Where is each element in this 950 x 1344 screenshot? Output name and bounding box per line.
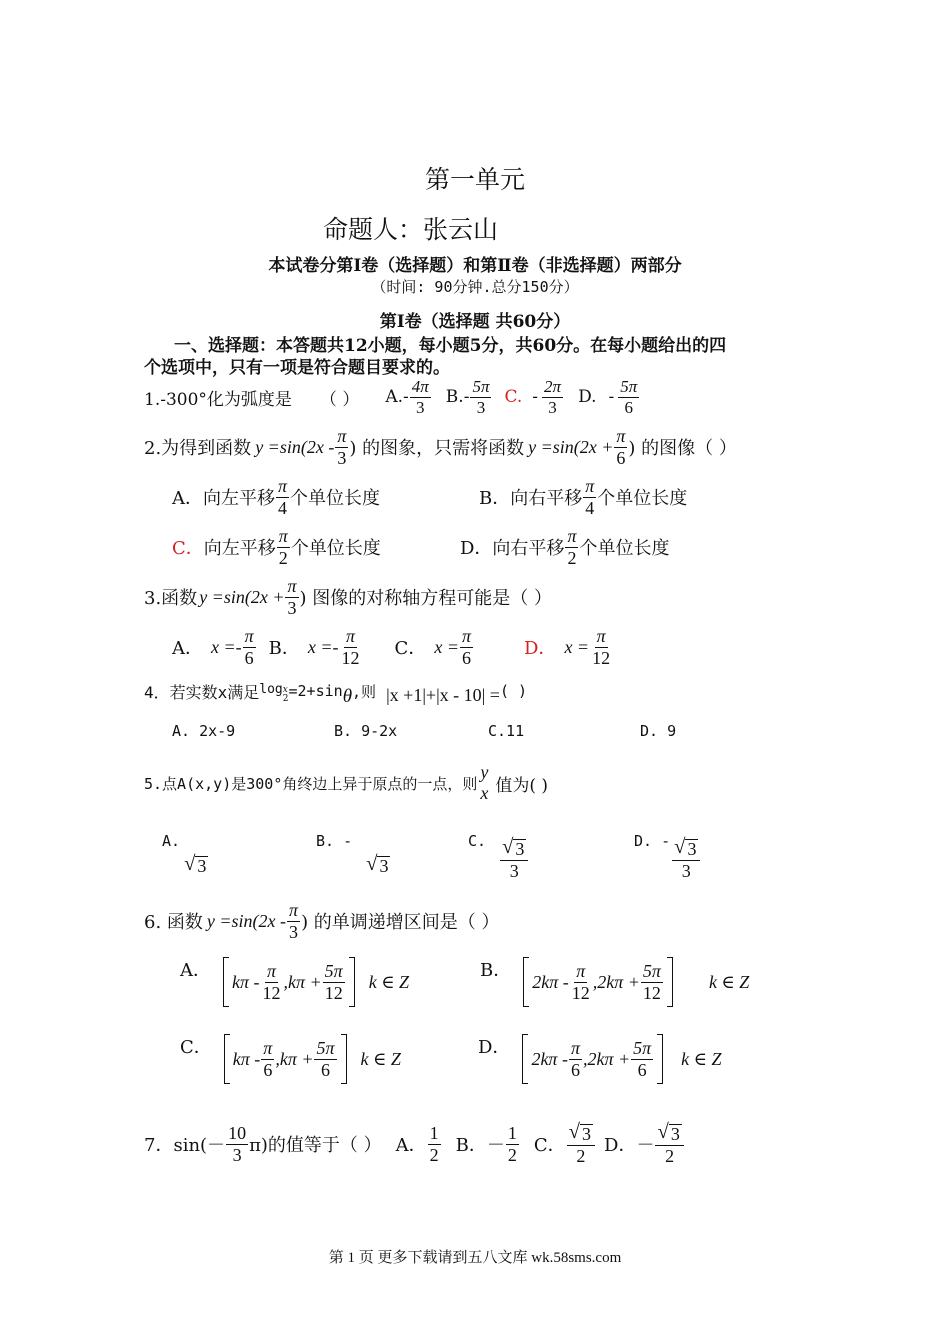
q6-b-mid: ,2kπ +	[592, 971, 640, 992]
q6-c-f1-num: π	[263, 1037, 273, 1058]
q1-a-num: 4π	[411, 376, 429, 396]
q2-c-label: C．	[172, 538, 204, 559]
q6-option-c	[180, 1033, 401, 1085]
q7-b-num: 1	[507, 1122, 517, 1143]
q2-b-tail: 个单位长度	[597, 488, 688, 509]
q5-c-sqrt: √ 3	[502, 835, 525, 859]
q5-c-rad: 3	[515, 838, 525, 859]
q6-d-f1-num: π	[570, 1037, 580, 1058]
q6-a-f1-den: 12	[262, 982, 281, 1003]
question-6	[144, 896, 500, 946]
q6-a-f1	[261, 961, 283, 1003]
q6-option-a	[180, 956, 409, 1008]
q2-option-a	[172, 472, 380, 522]
q6-c-f1	[261, 1038, 274, 1080]
q6-b-f1-num: π	[576, 960, 586, 981]
q2-c-frac	[277, 526, 290, 568]
q7-tail: π)的值等于（ ）	[249, 1135, 382, 1156]
q5-stem: 5.点A(x,y)是300°角终边上异于原点的一点，则	[144, 774, 478, 793]
q6-d-f1-den: 6	[570, 1059, 580, 1080]
question-1	[144, 372, 640, 422]
q2-a-frac	[276, 476, 289, 518]
q2-a-tail: 个单位长度	[290, 488, 381, 509]
author-line: 命题人：张云山	[323, 215, 499, 244]
q1-option-d-frac	[618, 377, 639, 417]
q3-den: 3	[287, 597, 297, 618]
q3-b-num: π	[346, 625, 356, 646]
q2-f1-den: 3	[337, 447, 347, 468]
q6-b-interval	[523, 958, 673, 1006]
question-2	[144, 422, 737, 472]
q3-a-num: π	[244, 625, 254, 646]
q6-a-f2-den: 12	[324, 982, 343, 1003]
q7-num: 10	[228, 1122, 247, 1143]
q2-a-num: π	[278, 475, 288, 496]
q1-d-den: 6	[624, 397, 634, 417]
q5-a-sqrt: √ 3	[184, 852, 207, 876]
q5-option-a	[162, 832, 208, 886]
q1-stem: 1.-300°化为弧度是	[144, 389, 292, 410]
q6-c-f2	[314, 1038, 336, 1080]
q1-option-d-label: D.	[578, 387, 597, 407]
page-title	[0, 160, 950, 196]
q7-d-sqrt: √ 3	[657, 1120, 680, 1144]
q1-d-sign: -	[608, 387, 615, 407]
q1-a-den: 3	[416, 397, 425, 417]
q5-b-rad: 3	[379, 855, 389, 876]
q6-c-left: kπ -	[232, 1048, 261, 1069]
q3-a-label: A．	[172, 638, 203, 659]
q4-cond: =2+sin	[288, 682, 343, 700]
q6-d-f1	[569, 1038, 582, 1080]
q2-c-tail: 个单位长度	[290, 538, 381, 559]
q6-a-label: A．	[180, 960, 211, 981]
q7-b-label: B．－	[455, 1135, 505, 1156]
q1-b-num: 5π	[472, 376, 490, 396]
question-3	[144, 572, 552, 622]
q3-d-x: x =	[564, 636, 590, 657]
q7-c-den: 2	[576, 1145, 586, 1166]
q2-end: ) 的图像（ ）	[628, 438, 737, 459]
q6-b-f2-den: 12	[642, 982, 661, 1003]
q3-options	[172, 622, 613, 672]
q2-frac-2	[614, 426, 627, 468]
q2-d-tail: 个单位长度	[579, 538, 670, 559]
q5-d-sqrt: √ 3	[674, 835, 697, 859]
q7-a-num: 1	[429, 1122, 439, 1143]
q2-c-den: 2	[278, 547, 288, 568]
q6-c-f2-num: 5π	[316, 1037, 335, 1058]
question-4	[144, 674, 527, 708]
q3-stem: 3.函数	[144, 588, 198, 609]
q2-option-d	[460, 522, 669, 572]
q7-d-den: 2	[665, 1145, 675, 1166]
q6-d-left: 2kπ -	[531, 1048, 568, 1069]
q6-b-label: B．	[480, 960, 512, 981]
q7-c-label: C．	[533, 1135, 566, 1156]
q4-log-base: 2	[282, 694, 289, 704]
q2-a-text: A．向左平移	[172, 488, 275, 509]
q2-f2-den: 6	[616, 447, 626, 468]
q4-paren: ( )	[499, 682, 528, 700]
q1-c-den: 3	[548, 397, 557, 417]
q6-c-mid: ,kπ +	[275, 1048, 314, 1069]
q5-frac-num: y	[480, 762, 489, 783]
q3-c-x: x =	[434, 636, 459, 657]
q3-frac	[285, 576, 298, 618]
q2-option-c	[172, 522, 381, 572]
q2-b-num: π	[585, 475, 595, 496]
title-text: 第一单元	[424, 165, 525, 194]
q3-a-den: 6	[244, 647, 254, 668]
q1-option-a-label: A.-	[385, 387, 409, 407]
q7-a-den: 2	[429, 1144, 439, 1165]
q3-d-label: D．	[524, 638, 557, 659]
q7-b-den: 2	[507, 1144, 517, 1165]
q7-c-rad: 3	[582, 1123, 592, 1144]
q6-a-f2-num: 5π	[324, 960, 343, 981]
section-line-2: 个选项中，只有一项是符合题目要求的。	[144, 358, 450, 378]
q6-d-k: k ∈ Z	[681, 1048, 722, 1069]
q5-end: 值为( )	[495, 775, 549, 796]
q2-b-den: 4	[585, 497, 595, 518]
q3-c-label: C．	[394, 638, 427, 659]
q6-b-left: 2kπ -	[532, 971, 569, 992]
q7-den: 3	[232, 1144, 242, 1165]
q1-d-num: 5π	[620, 376, 638, 396]
q4-option-b: B. 9-2x	[334, 722, 398, 740]
q1-c-num: 2π	[544, 376, 562, 396]
q6-end: ) 的单调递增区间是（ ）	[301, 912, 500, 933]
q5-d-frac	[672, 837, 700, 881]
section-line-1: 一、选择题：本答题共12小题，每小题5分，共60分。在每小题给出的四	[174, 336, 727, 356]
q4-log-x: x	[282, 685, 288, 695]
q4-log: log	[259, 681, 283, 697]
q7-frac	[226, 1123, 248, 1165]
q4-option-c: C.11	[488, 722, 525, 740]
q7-b-frac	[506, 1123, 519, 1165]
q6-d-f2	[631, 1038, 653, 1080]
q6-func: y =sin(2x -	[206, 910, 287, 931]
q6-b-f2	[641, 961, 663, 1003]
q1-option-a-frac	[410, 377, 431, 417]
q7-d-frac	[655, 1122, 683, 1166]
q4-abs-expr: |x +1|+|x - 10| =	[386, 684, 500, 705]
q7-c-frac	[567, 1122, 595, 1166]
q6-option-d	[478, 1033, 722, 1085]
q4-log-sub	[283, 686, 289, 704]
page-footer: 第 1 页 更多下载请到五八文库 wk.58sms.com	[328, 1250, 622, 1266]
q6-a-k: k ∈ Z	[368, 971, 410, 992]
q6-b-f1	[570, 961, 592, 1003]
q1-option-b-label: B.-	[445, 387, 470, 407]
q2-c-text: 向左平移	[203, 538, 276, 559]
q3-func: y =sin(2x +	[199, 586, 285, 607]
q6-frac	[287, 900, 300, 942]
q6-stem: 6. 函数	[144, 912, 203, 933]
question-5	[144, 752, 548, 814]
q2-a-den: 4	[278, 497, 288, 518]
q3-b-den: 12	[341, 647, 360, 668]
q2-b-frac	[583, 476, 596, 518]
q6-a-f2	[323, 961, 345, 1003]
q5-d-label: D. -	[634, 832, 671, 850]
q3-c-frac	[460, 626, 473, 668]
q6-num: π	[289, 899, 299, 920]
q1-paren: （ ）	[319, 389, 360, 410]
q6-b-f1-den: 12	[571, 982, 590, 1003]
q3-end: ) 图像的对称轴方程可能是（ ）	[299, 588, 552, 609]
q4-then: ,则	[352, 682, 377, 701]
q5-frac	[478, 762, 490, 803]
q6-b-f2-num: 5π	[642, 960, 661, 981]
q5-frac-den: x	[480, 783, 489, 803]
q5-a-rad: 3	[197, 855, 207, 876]
q6-d-mid: ,2kπ +	[582, 1048, 631, 1069]
q1-b-den: 3	[476, 397, 486, 417]
q5-c-label: C.	[468, 832, 487, 850]
q7-a-frac	[428, 1123, 441, 1165]
q5-option-d	[634, 832, 701, 886]
q2-d-text: D．向右平移	[460, 538, 565, 559]
q1-option-c-label: C.	[504, 387, 523, 407]
q1-c-sign: -	[532, 387, 539, 407]
q2-f1-num: π	[337, 425, 347, 446]
q2-d-den: 2	[567, 547, 577, 568]
q3-b-label: B．	[268, 638, 300, 659]
q4-option-d: D. 9	[640, 722, 677, 740]
q6-a-f1-num: π	[267, 960, 277, 981]
q2-func1: y =sin(2x -	[255, 436, 335, 457]
question-7	[144, 1118, 685, 1170]
q3-b-frac	[340, 626, 362, 668]
q7-d-label: D．－	[604, 1135, 655, 1156]
q3-c-den: 6	[461, 647, 471, 668]
q2-c-num: π	[278, 525, 288, 546]
q3-d-frac	[590, 626, 612, 668]
q2-mid: ) 的图象，只需将函数	[349, 438, 525, 459]
q2-b-text: B．向右平移	[479, 488, 583, 509]
q6-d-interval	[522, 1035, 663, 1083]
q7-stem: 7．sin(－	[144, 1135, 226, 1156]
q5-d-rad: 3	[687, 838, 697, 859]
q3-d-num: π	[596, 625, 606, 646]
q6-c-label: C．	[180, 1037, 212, 1058]
q6-option-b	[480, 956, 749, 1008]
q1-option-b-frac	[470, 377, 491, 417]
q3-a-frac	[243, 626, 256, 668]
q2-d-frac	[565, 526, 578, 568]
q2-d-num: π	[567, 525, 577, 546]
q1-option-c-frac	[542, 377, 563, 417]
q5-d-den: 3	[681, 860, 691, 881]
time-line: （时间: 90分钟.总分150分）	[371, 278, 579, 296]
q5-option-c	[468, 832, 529, 886]
q2-option-b	[479, 472, 687, 522]
q6-c-f2-den: 6	[321, 1059, 330, 1080]
q6-den: 3	[289, 921, 299, 942]
intro-line: 本试卷分第Ⅰ卷（选择题）和第Ⅱ卷（非选择题）两部分	[268, 256, 682, 276]
q4-theta: θ	[342, 686, 353, 707]
q2-frac-1	[335, 426, 348, 468]
q3-a-x: x =-	[211, 636, 242, 657]
q7-a-label: A．	[395, 1135, 427, 1156]
q7-d-rad: 3	[670, 1123, 680, 1144]
q6-b-k: k ∈ Z	[708, 971, 750, 992]
q3-d-den: 12	[592, 647, 611, 668]
q4-option-a: A. 2x-9	[172, 722, 236, 740]
q6-a-interval	[223, 958, 355, 1006]
part1-heading: 第Ⅰ卷（选择题 共60分）	[379, 312, 571, 332]
q3-num: π	[287, 575, 297, 596]
q6-c-interval	[224, 1035, 347, 1083]
q6-d-label: D．	[478, 1037, 511, 1058]
q6-c-k: k ∈ Z	[360, 1048, 401, 1069]
q5-c-den: 3	[509, 860, 519, 881]
q5-option-b	[316, 832, 390, 886]
q6-d-f2-num: 5π	[633, 1037, 652, 1058]
q2-f2-num: π	[616, 425, 626, 446]
q5-b-sqrt: √ 3	[366, 852, 389, 876]
q6-c-f1-den: 6	[263, 1059, 273, 1080]
q5-a-label: A.	[162, 832, 181, 850]
q2-func2: y =sin(2x +	[528, 436, 614, 457]
q2-stem: 2.为得到函数	[144, 438, 252, 459]
q5-c-frac	[500, 837, 528, 881]
q6-a-left: kπ -	[232, 971, 260, 992]
q6-d-f2-den: 6	[637, 1059, 647, 1080]
q6-a-mid: ,kπ +	[283, 971, 322, 992]
q4-stem: 4．若实数x满足	[144, 682, 260, 702]
q5-b-label: B. -	[316, 832, 353, 850]
q3-b-x: x =-	[307, 636, 339, 657]
q3-c-num: π	[461, 625, 471, 646]
q7-c-sqrt: √ 3	[568, 1120, 592, 1144]
